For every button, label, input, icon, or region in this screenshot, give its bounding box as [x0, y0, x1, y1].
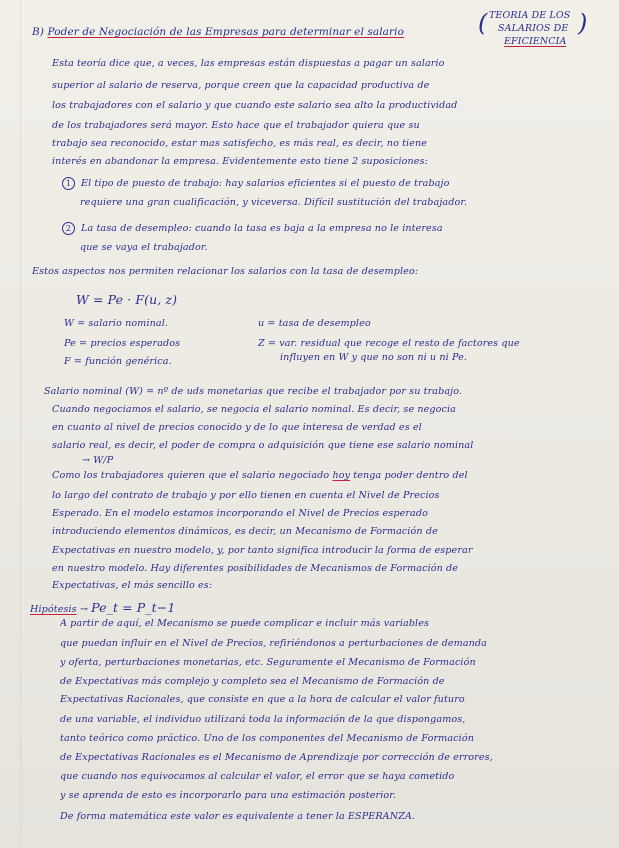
intro-line: los trabajadores con el salario y que cuando este salario sea alto la productividad: [52, 100, 458, 111]
theory-line-1: TEORIA DE LOS: [489, 10, 571, 21]
open-paren: (: [478, 9, 488, 37]
nominal-line: Cuando negociamos el salario, se negocia el salario nominal. Es decir, se negocia: [52, 404, 457, 415]
final-line: y oferta, perturbaciones monetarias, etc. Seguramente el Mecanismo de Formación: [60, 657, 476, 668]
final-line: y se aprenda de esto es incorporarlo para una estimación posterior.: [60, 790, 397, 801]
hoy-underlined: hoy: [332, 470, 351, 481]
definition-z-line-1: Z = var. residual que recoge el resto de factores que: [258, 338, 520, 349]
final-line: Expectativas Racionales, que consiste en que a la hora de calcular el valor futuro: [60, 694, 465, 705]
nominal-line: en cuanto al nivel de precios conocido y de lo que interesa de verdad es el: [52, 422, 422, 433]
hypothesis-label: Hipótesis: [30, 604, 77, 615]
final-line: de Expectativas más complejo y completo sea el Mecanismo de Formación de: [60, 676, 445, 687]
real-wage-ratio: → W/P: [82, 455, 114, 466]
point-2-line-1: La tasa de desempleo: cuando la tasa es baja a la empresa no le interesa: [81, 223, 443, 234]
intro-line: de los trabajadores será mayor. Esto hace que el trabajador quiera que su: [52, 120, 420, 131]
expectations-line: Expectativas, el más sencillo es:: [52, 580, 213, 591]
theory-line-2: SALARIOS DE: [498, 23, 569, 34]
point-2-line-2: que se vaya el trabajador.: [80, 242, 208, 253]
definition-w: W = salario nominal.: [64, 318, 169, 329]
wage-formula: W = Pe · F(u, z): [76, 292, 178, 307]
expectations-line: Expectativas en nuestro modelo, y, por tanto significa introducir la forma de esperar: [52, 545, 473, 556]
point-2-number: 2: [62, 222, 75, 235]
point-1-number: 1: [62, 177, 75, 190]
expectations-line: introduciendo elementos dinámicos, es decir, un Mecanismo de Formación de: [52, 526, 438, 537]
definition-pe: Pe = precios esperados: [64, 338, 181, 349]
theory-line-3: EFICIENCIA: [504, 36, 567, 47]
final-line: que puedan influir en el Nivel de Precios, refiriéndonos a perturbaciones de demanda: [60, 638, 487, 649]
intro-line: superior al salario de reserva, porque creen que la capacidad productiva de: [52, 80, 430, 91]
final-line: De forma matemática este valor es equivalente a tener la ESPERANZA.: [60, 811, 416, 822]
definition-u: u = tasa de desempleo: [258, 318, 371, 329]
hypothesis: Hipótesis → Pe_t = P_t−1: [30, 600, 176, 615]
expectations-line: en nuestro modelo. Hay diferentes posibilidades de Mecanismos de Formación de: [52, 563, 459, 574]
section-heading: [32, 26, 404, 38]
hypothesis-formula: Pe_t = P_t−1: [91, 600, 176, 615]
definition-z-line-2: influyen en W y que no son ni u ni Pe.: [280, 352, 468, 363]
final-line: que cuando nos equivocamos al calcular el valor, el error que se haya cometido: [60, 771, 455, 782]
functions-intro: Estos aspectos nos permiten relacionar los salarios con la tasa de desempleo:: [32, 266, 419, 277]
final-line: de Expectativas Racionales es el Mecanismo de Aprendizaje por corrección de errores,: [60, 752, 493, 763]
expectations-line: Esperado. En el modelo estamos incorporando el Nivel de Precios esperado: [52, 508, 428, 519]
point-1: [62, 177, 450, 190]
final-line: de una variable, el individuo utilizará toda la información de la que dispongamos,: [60, 714, 466, 725]
intro-line: trabajo sea reconocido, estar mas satisfecho, es más real, es decir, no tiene: [52, 138, 428, 149]
intro-line: Esta teoría dice que, a veces, las empresas están dispuestas a pagar un salario: [52, 58, 445, 69]
final-line: tanto teórico como práctico. Uno de los componentes del Mecanismo de Formación: [60, 733, 474, 744]
expectations-line: lo largo del contrato de trabajo y por ello tienen en cuenta el Nivel de Precios: [52, 490, 440, 501]
expectations-line: Como los trabajadores quieren que el salario negociado hoy tenga poder dentro del: [52, 470, 468, 481]
section-title: Poder de Negociación de las Empresas para determinar el salario: [47, 26, 405, 38]
nominal-line: salario real, es decir, el poder de compra o adquisición que tiene ese salario nominal: [52, 440, 474, 451]
nominal-line: Salario nominal (W) = nº de uds monetarias que recibe el trabajador por su trabajo.: [44, 386, 463, 397]
final-line: A partir de aquí, el Mecanismo se puede complicar e incluir más variables: [60, 618, 430, 629]
close-paren: ): [578, 9, 588, 37]
theory-label-box: [478, 6, 588, 48]
point-1-line-1: El tipo de puesto de trabajo: hay salarios eficientes si el puesto de trabajo: [81, 178, 450, 189]
point-1-line-2: requiere una gran cualificación, y viceversa. Difícil sustitución del trabajador.: [80, 197, 468, 208]
section-number: B): [32, 26, 45, 38]
intro-line: interés en abandonar la empresa. Evidentemente esto tiene 2 suposiciones:: [52, 156, 428, 167]
definition-f: F = función genérica.: [64, 356, 172, 367]
point-2: [62, 222, 443, 235]
page-margin-line: [20, 0, 21, 848]
